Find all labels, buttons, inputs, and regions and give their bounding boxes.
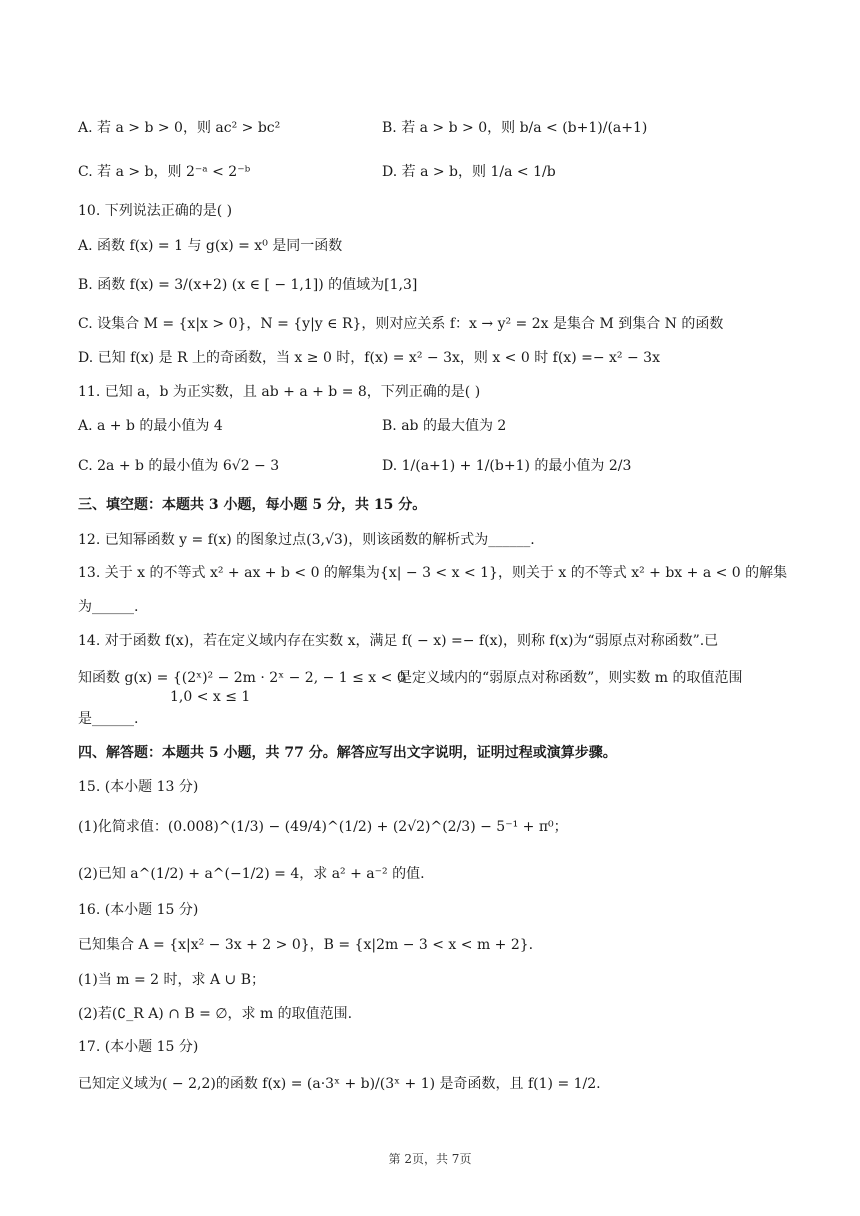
q17-head: 17. (本小题 15 分) (78, 1039, 199, 1055)
q14-line1: 14. 对于函数 f(x)，若在定义域内存在实数 x，满足 f( − x) =− f(x)，则称 f(x)为“弱原点对称函数”.已 (78, 633, 719, 649)
section-3-heading: 三、填空题：本题共 3 小题，每小题 5 分，共 15 分。 (78, 497, 427, 513)
q13-line2: 为______. (78, 599, 139, 615)
q14-line2-case1: 知函数 g(x) = {(2ˣ)² − 2m · 2ˣ − 2, − 1 ≤ x < 0 (78, 670, 406, 686)
q17-stem: 已知定义域为( − 2,2)的函数 f(x) = (a·3ˣ + b)/(3ˣ + 1) 是奇函数，且 f(1) = 1/2. (78, 1076, 601, 1092)
page-footer: 第 2页，共 7页 (388, 1152, 472, 1166)
q16-head: 16. (本小题 15 分) (78, 902, 199, 918)
q11-option-b: B. ab 的最大值为 2 (382, 418, 507, 434)
q10-option-c: C. 设集合 M = {x|x > 0}，N = {y|y ∈ R}，则对应关系 f：x → y² = 2x 是集合 M 到集合 N 的函数 (78, 316, 724, 332)
q14-line2-tail: 是定义域内的“弱原点对称函数”，则实数 m 的取值范围 (398, 670, 743, 686)
q11-option-d: D. 1/(a+1) + 1/(b+1) 的最小值为 2/3 (382, 458, 632, 474)
q9-option-d: D. 若 a > b，则 1/a < 1/b (382, 164, 556, 180)
q9-option-b: B. 若 a > b > 0，则 b/a < (b+1)/(a+1) (382, 120, 648, 136)
q10-option-a: A. 函数 f(x) = 1 与 g(x) = x⁰ 是同一函数 (78, 238, 343, 254)
q15-part1: (1)化简求值：(0.008)^(1/3) − (49/4)^(1/2) + (2√2)^(2/3) − 5⁻¹ + π⁰； (78, 819, 568, 835)
q9-option-a: A. 若 a > b > 0，则 ac² > bc² (78, 120, 281, 136)
q16-part2: (2)若(∁_R A) ∩ B = ∅，求 m 的取值范围. (78, 1006, 353, 1022)
q11-option-c: C. 2a + b 的最小值为 6√2 − 3 (78, 458, 280, 474)
q16-part1: (1)当 m = 2 时，求 A ∪ B； (78, 972, 266, 988)
q11-stem: 11. 已知 a，b 为正实数，且 ab + a + b = 8，下列正确的是( ) (78, 384, 481, 400)
q13-line1: 13. 关于 x 的不等式 x² + ax + b < 0 的解集为{x| − 3 < x < 1}，则关于 x 的不等式 x² + bx + a < 0 的解集 (78, 565, 788, 581)
q10-option-d: D. 已知 f(x) 是 R 上的奇函数，当 x ≥ 0 时，f(x) = x² − 3x，则 x < 0 时 f(x) =− x² − 3x (78, 350, 660, 366)
q11-option-a: A. a + b 的最小值为 4 (78, 418, 223, 434)
q14-line3: 是______. (78, 711, 139, 727)
q10-stem: 10. 下列说法正确的是( ) (78, 203, 233, 219)
q12: 12. 已知幂函数 y = f(x) 的图象过点(3,√3)，则该函数的解析式为______. (78, 532, 535, 548)
section-4-heading: 四、解答题：本题共 5 小题，共 77 分。解答应写出文字说明，证明过程或演算步骤。 (78, 745, 617, 761)
q16-stem: 已知集合 A = {x|x² − 3x + 2 > 0}，B = {x|2m − 3 < x < m + 2}. (78, 937, 534, 953)
q15-head: 15. (本小题 13 分) (78, 779, 199, 795)
q15-part2: (2)已知 a^(1/2) + a^(−1/2) = 4，求 a² + a⁻² 的值. (78, 866, 425, 882)
q10-option-b: B. 函数 f(x) = 3/(x+2) (x ∈ [ − 1,1]) 的值域为[1,3] (78, 277, 418, 293)
q9-option-c: C. 若 a > b，则 2⁻ᵃ < 2⁻ᵇ (78, 164, 251, 180)
q14-line2-case2: 1,0 < x ≤ 1 (170, 689, 251, 705)
